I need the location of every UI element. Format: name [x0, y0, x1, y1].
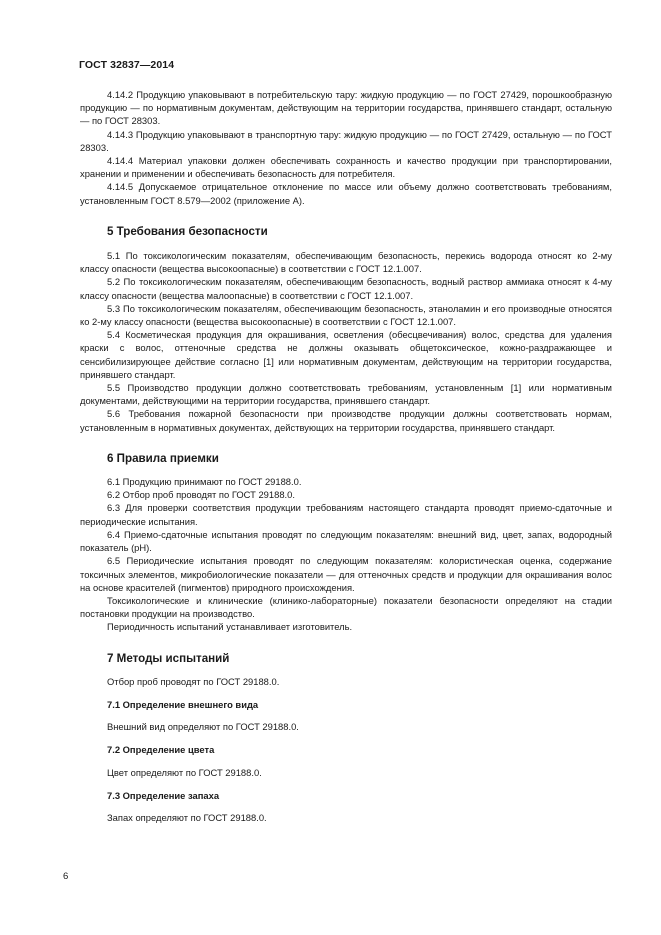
document-header: ГОСТ 32837—2014	[79, 59, 175, 71]
paragraph-5-4: 5.4 Косметическая продукция для окрашивания, осветления (обесцвечивания) волос, средства для удаления краски с волос, оттеночные средства не должны оказывать общетоксическое, кожно-раздражающее и сенсибилизирующее действие согласно [1] или нормативным документам, действующим на территории государства, принявшего стандарт.	[80, 329, 612, 380]
paragraph-5-3: 5.3 По токсикологическим показателям, обеспечивающим безопасность, этаноламин и его производные относятся ко 2-му классу опасности (вещества высокоопасные) в соответствии с ГОСТ 12.1.007.	[80, 302, 612, 328]
paragraph-4-14-5: 4.14.5 Допускаемое отрицательное отклонение по массе или объему должно соответствовать требованиям, установленным ГОСТ 8.579—2002 (приложение А).	[80, 181, 612, 206]
subsection-7-3-heading: 7.3 Определение запаха	[107, 789, 220, 801]
subsection-7-3-text: Запах определяют по ГОСТ 29188.0.	[107, 811, 267, 823]
paragraph-5-5: 5.5 Производство продукции должно соответствовать требованиям, установленным [1] или нормативным документами, действующими на территории государства, принявшего стандарт.	[80, 382, 612, 407]
document-body	[80, 88, 612, 824]
subsection-7-1-text: Внешний вид определяют по ГОСТ 29188.0.	[107, 721, 299, 733]
paragraph-6-5-frequency: Периодичность испытаний устанавливает изготовитель.	[107, 621, 353, 633]
paragraph-6-2: 6.2 Отбор проб проводят по ГОСТ 29188.0.	[107, 489, 295, 501]
paragraph-6-1: 6.1 Продукцию принимают по ГОСТ 29188.0.	[107, 476, 302, 488]
paragraph-6-5-toxicology: Токсикологические и клинические (клинико-лабораторные) показатели безопасности определяют на стадии постановки продукции на производство.	[80, 594, 612, 620]
paragraph-6-3: 6.3 Для проверки соответствия продукции требованиям настоящего стандарта проводят приемо-сдаточные и периодические испытания.	[80, 502, 612, 527]
paragraph-5-2: 5.2 По токсикологическим показателям, обеспечивающим безопасность, водный раствор аммиака относят к 4-му классу опасности (вещества малоопасные) в соответствии с ГОСТ 12.1.007.	[80, 276, 612, 301]
subsection-7-2-heading: 7.2 Определение цвета	[107, 744, 215, 756]
paragraph-5-1: 5.1 По токсикологическим показателям, обеспечивающим безопасность, перекись водорода относят ко 2-му классу опасности (вещества высокоопасные) в соответствии с ГОСТ 12.1.007.	[80, 250, 612, 275]
paragraph-6-4: 6.4 Приемо-сдаточные испытания проводят по следующим показателям: внешний вид, цвет, запах, водородный показатель (pH).	[80, 528, 612, 554]
section-7-heading: 7 Методы испытаний	[107, 651, 230, 665]
section-7-intro: Отбор проб проводят по ГОСТ 29188.0.	[107, 675, 280, 687]
page-number: 6	[63, 871, 69, 882]
paragraph-4-14-4: 4.14.4 Материал упаковки должен обеспечивать сохранность и качество продукции при транспортировании, хранении и применении и обеспечивать безопасность для потребителя.	[80, 155, 612, 180]
paragraph-4-14-3: 4.14.3 Продукцию упаковывают в транспортную тару: жидкую продукцию — по ГОСТ 27429, остальную — по ГОСТ 28303.	[80, 128, 612, 153]
section-6-heading: 6 Правила приемки	[107, 451, 219, 465]
section-5-heading: 5 Требования безопасности	[107, 224, 268, 238]
subsection-7-1-heading: 7.1 Определение внешнего вида	[107, 698, 259, 710]
paragraph-5-6: 5.6 Требования пожарной безопасности при производстве продукции должны соответствовать нормам, установленным в нормативных документах, действующих на территории государства, принявшего стандарт.	[80, 408, 612, 433]
paragraph-4-14-2: 4.14.2 Продукцию упаковывают в потребительскую тару: жидкую продукцию — по ГОСТ 27429, порошкообразную продукцию — по нормативным документам, действующим на территории государства, принявшего стандарт, остальную — по ГОСТ 28303.	[80, 89, 612, 127]
subsection-7-2-text: Цвет определяют по ГОСТ 29188.0.	[107, 766, 262, 778]
paragraph-6-5: 6.5 Периодические испытания проводят по следующим показателям: колористическая оценка, содержание токсичных элементов, микробиологические показатели — для оттеночных средств и продукции для окрашивания волос на основе красителей (пигментов) природного происхождения.	[80, 555, 612, 593]
